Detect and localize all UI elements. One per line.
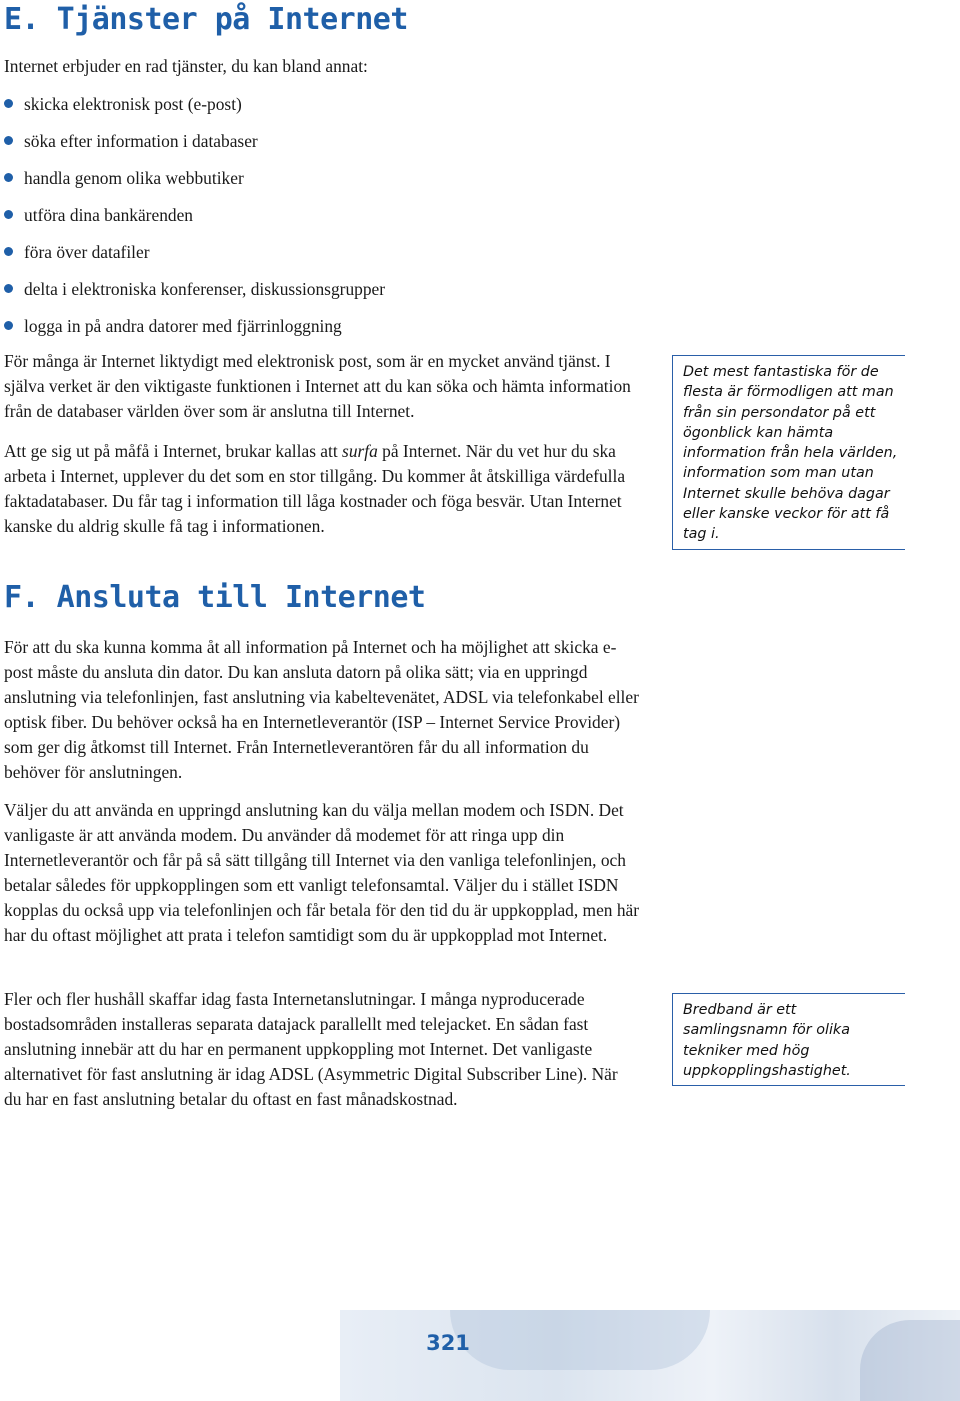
- sidenote-bredband: [672, 993, 905, 1086]
- section-f-paragraph-2: Väljer du att använda en uppringd anslutning kan du välja mellan modem och ISDN. Det vanligaste är att använda modem. Du använder då modemet för att ringa upp din Internetleverantör och får på så sätt tillgång till Internet via den vanliga telefonlinjen, och betalar således för uppkopplingen som ett vanligt telefonsamtal. Väljer du i stället ISDN kopplas du också upp via telefonlinjen och får betala för den tid du är uppkopplad, men här har du oftast möjlighet att prata i telefon samtidigt som du är uppkopplad mot Internet.: [4, 800, 640, 945]
- list-item-text: handla genom olika webbutiker: [24, 168, 244, 188]
- paragraph-2-text-end: på Internet. När du vet hur du ska arbeta i Internet, upplever du det som en stor tillgång. Du kommer åt åtskilliga värdefulla faktadatabaser. Du får tag i information till låga kostnader och föga besvär. Utan Internet kanske du aldrig skulle få tag i informationen.: [4, 441, 626, 536]
- list-item: [4, 129, 385, 166]
- section-e-paragraph-2: [4, 439, 640, 539]
- page-number: 321: [426, 1331, 470, 1355]
- section-e-intro: Internet erbjuder en rad tjänster, du kan bland annat:: [4, 56, 368, 76]
- sidenote-text: Det mest fantastiska för de flesta är förmodligen att man från sin persondator på ett ögonblick kan hämta information från hela världen, information som man utan Internet skulle behöva dagar eller kanske veckor för att få tag i.: [683, 364, 898, 543]
- list-item: [4, 203, 385, 240]
- services-list: [4, 92, 385, 351]
- list-item: [4, 92, 385, 129]
- footer-decoration: [340, 1310, 960, 1401]
- section-e-heading: E. Tjänster på Internet: [4, 2, 408, 37]
- list-item: [4, 277, 385, 314]
- section-f-paragraph-1: För att du ska kunna komma åt all information på Internet och ha möjlighet att skicka e-post måste du ansluta din dator. Du kan ansluta datorn på olika sätt; via en uppringd anslutning via telefonlinjen, fast anslutning via kabeltevenätet, ADSL via telefonkabel eller optisk fiber. Du behöver också ha en Internetleverantör (ISP – Internet Service Provider) som ger dig åtkomst till Internet. Från Internetleverantören får du all information du behöver för anslutningen.: [4, 637, 639, 782]
- surfa-emphasis: surfa: [342, 441, 378, 461]
- list-item: [4, 166, 385, 203]
- sidenote-rule: [672, 356, 673, 549]
- list-item: [4, 314, 385, 351]
- list-item-text: logga in på andra datorer med fjärrinloggning: [24, 316, 342, 336]
- bullet-icon: [4, 284, 13, 293]
- list-item: [4, 240, 385, 277]
- bullet-icon: [4, 247, 13, 256]
- paragraph-2-text-start: Att ge sig ut på måfå i Internet, brukar kallas att: [4, 441, 343, 461]
- bullet-icon: [4, 321, 13, 330]
- sidenote-rule: [672, 994, 673, 1085]
- section-f-paragraph-3: Fler och fler hushåll skaffar idag fasta Internetanslutningar. I många nyproducerade bostadsområden installeras separata datajack parallellt med telejacket. En sådan fast anslutning innebär att du har en permanent uppkoppling mot Internet. Det vanligaste alternativet för fast anslutning är idag ADSL (Asymmetric Digital Subscriber Line). När du har en fast anslutning betalar du oftast en fast månadskostnad.: [4, 989, 618, 1109]
- list-item-text: föra över datafiler: [24, 242, 150, 262]
- list-item-text: delta i elektroniska konferenser, diskussionsgrupper: [24, 279, 386, 299]
- section-f-heading: F. Ansluta till Internet: [4, 580, 426, 615]
- bullet-icon: [4, 173, 13, 182]
- list-item-text: söka efter information i databaser: [24, 131, 258, 151]
- section-e-paragraph-1: För många är Internet liktydigt med elektronisk post, som är en mycket använd tjänst. I själva verket är den viktigaste funktionen i Internet att du kan söka och hämta information från de databaser världen över som är anslutna till Internet.: [4, 351, 631, 421]
- list-item-text: skicka elektronisk post (e-post): [24, 94, 242, 114]
- footer-wave: [450, 1310, 710, 1370]
- bullet-icon: [4, 99, 13, 108]
- sidenote-fantastic: [672, 355, 905, 550]
- list-item-text: utföra dina bankärenden: [24, 205, 193, 225]
- bullet-icon: [4, 210, 13, 219]
- bullet-icon: [4, 136, 13, 145]
- footer-wave: [860, 1320, 960, 1401]
- sidenote-text: Bredband är ett samlingsnamn för olika tekniker med hög uppkopplingshastighet.: [683, 1002, 851, 1079]
